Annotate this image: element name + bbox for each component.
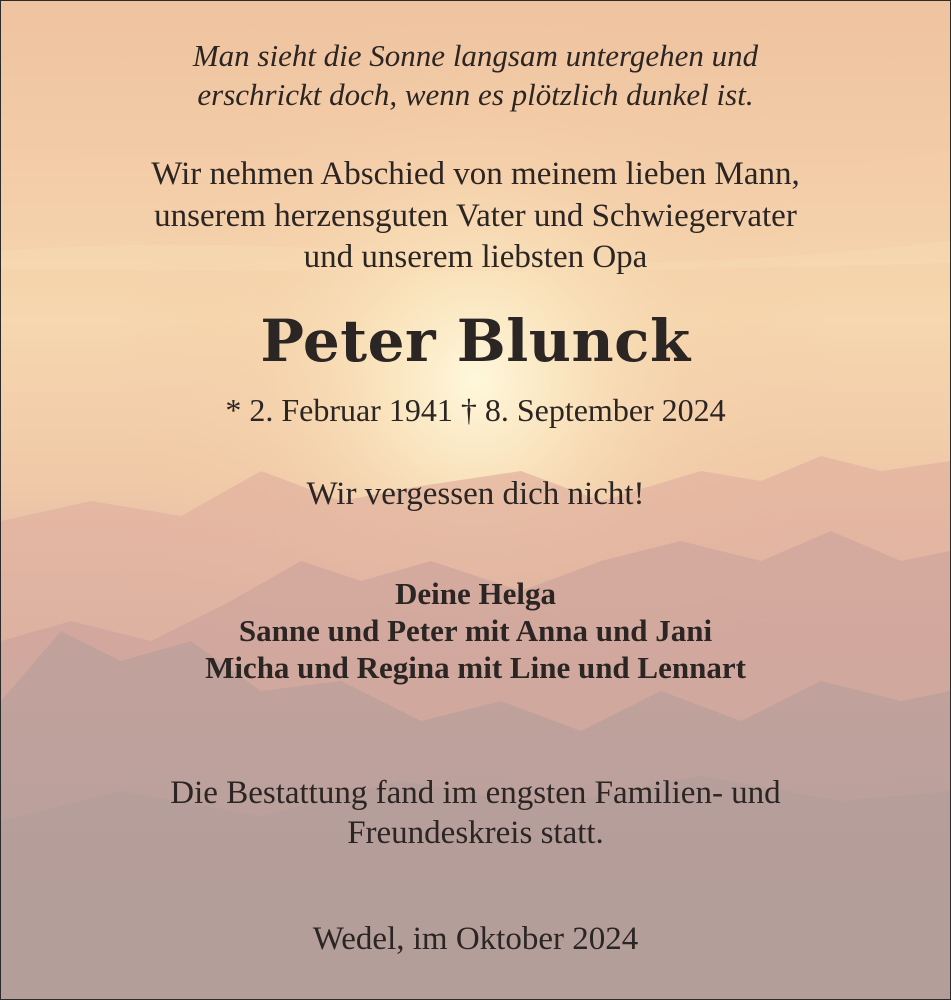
life-dates: * 2. Februar 1941 † 8. September 2024 xyxy=(225,392,726,428)
intro-line-2: unserem herzensguten Vater und Schwiegervater xyxy=(154,198,797,234)
family-line-2: Sanne und Peter mit Anna und Jani xyxy=(238,613,713,648)
place-and-date: Wedel, im Oktober 2024 xyxy=(312,921,639,957)
tagline: Wir vergessen dich nicht! xyxy=(306,476,645,512)
deceased-name: Peter Blunck xyxy=(260,307,691,375)
intro-line-3: und unserem liebsten Opa xyxy=(303,239,648,275)
notice-text xyxy=(1,1,950,999)
family-line-1: Deine Helga xyxy=(395,576,556,611)
burial-line-2: Freundeskreis statt. xyxy=(347,815,604,851)
burial-line-1: Die Bestattung fand im engsten Familien- und xyxy=(170,775,781,811)
family-line-3: Micha und Regina mit Line und Lennart xyxy=(205,650,746,685)
motto-line-1: Man sieht die Sonne langsam untergehen und xyxy=(192,38,759,73)
intro-line-1: Wir nehmen Abschied von meinem lieben Mann, xyxy=(151,156,800,192)
motto-line-2: erschrickt doch, wenn es plötzlich dunkel ist. xyxy=(197,77,754,112)
